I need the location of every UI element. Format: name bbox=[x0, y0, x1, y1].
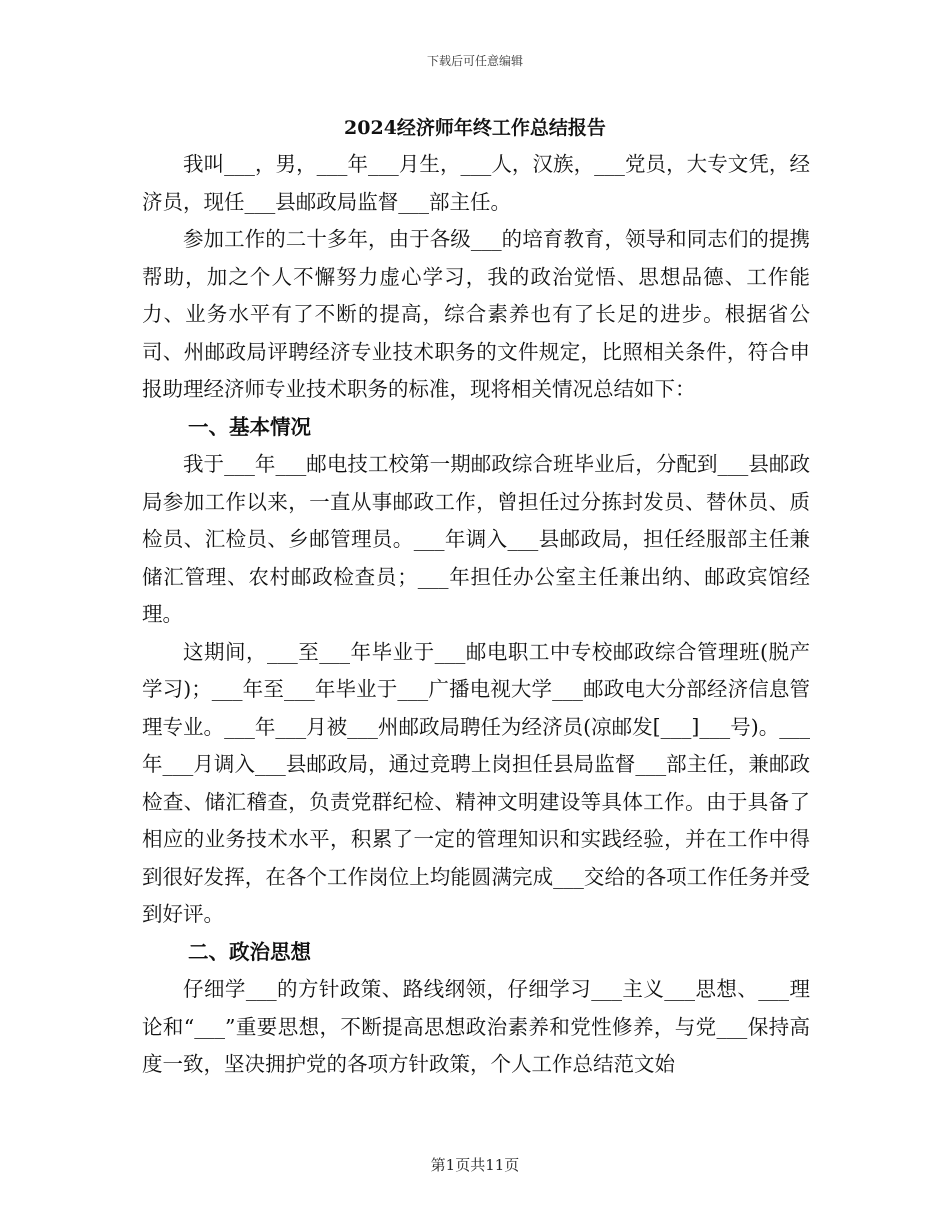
paragraph-work-history: 我于___年___邮电技工校第一期邮政综合班毕业后，分配到___县邮政局参加工作以来，一直从事邮政工作，曾担任过分拣封发员、替休员、质检员、汇检员、乡邮管理员。___年调入___县邮政局，担任经服部主任兼储汇管理、农村邮政检查员；___年担任办公室主任兼出纳、邮政宾馆经理。 bbox=[142, 452, 810, 626]
document-body bbox=[142, 146, 810, 1084]
document-title: 2024经济师年终工作总结报告 bbox=[344, 117, 606, 139]
header-note: 下载后可任意编辑 bbox=[426, 54, 523, 68]
paragraph-education-career: 这期间，___至___年毕业于___邮电职工中专校邮政综合管理班(脱产学习)；___年至___年毕业于___广播电视大学___邮政电大分部经济信息管理专业。___年___月被___州邮政局聘任为经济员(凉邮发[___]___号)。___年___月调入___县邮政局，通过竞聘上岗担任县局监督___部主任，兼邮政检查、储汇稽查，负责党群纪检、精神文明建设等具体工作。由于具备了相应的业务技术水平，积累了一定的管理知识和实践经验，并在工作中得到很好发挥，在各个工作岗位上均能圆满完成___交给的各项工作任务并受到好评。 bbox=[142, 639, 810, 926]
paragraph-introduction: 参加工作的二十多年，由于各级___的培育教育，领导和同志们的提携帮助，加之个人不懈努力虚心学习，我的政治觉悟、思想品德、工作能力、业务水平有了不断的提高，综合素养也有了长足的进步。根据省公司、州邮政局评聘经济专业技术职务的文件规定，比照相关条件，符合申报助理经济师专业技术职务的标准，现将相关情况总结如下： bbox=[142, 227, 810, 401]
paragraph-personal-info: 我叫___，男，___年___月生，___人，汉族，___党员，大专文凭，经济员，现任___县邮政局监督___部主任。 bbox=[142, 152, 810, 214]
paragraph-political-study: 仔细学___的方针政策、路线纲领，仔细学习___主义___思想、___理论和“___”重要思想，不断提高思想政治素养和党性修养，与党___保持高度一致，坚决拥护党的各项方针政策，个人工作总结范文始 bbox=[142, 977, 810, 1076]
page-number-footer: 第1页共11页 bbox=[430, 1156, 520, 1174]
section-heading-political-thought: 二、政治思想 bbox=[188, 939, 311, 964]
section-heading-basic-info: 一、基本情况 bbox=[188, 414, 311, 439]
